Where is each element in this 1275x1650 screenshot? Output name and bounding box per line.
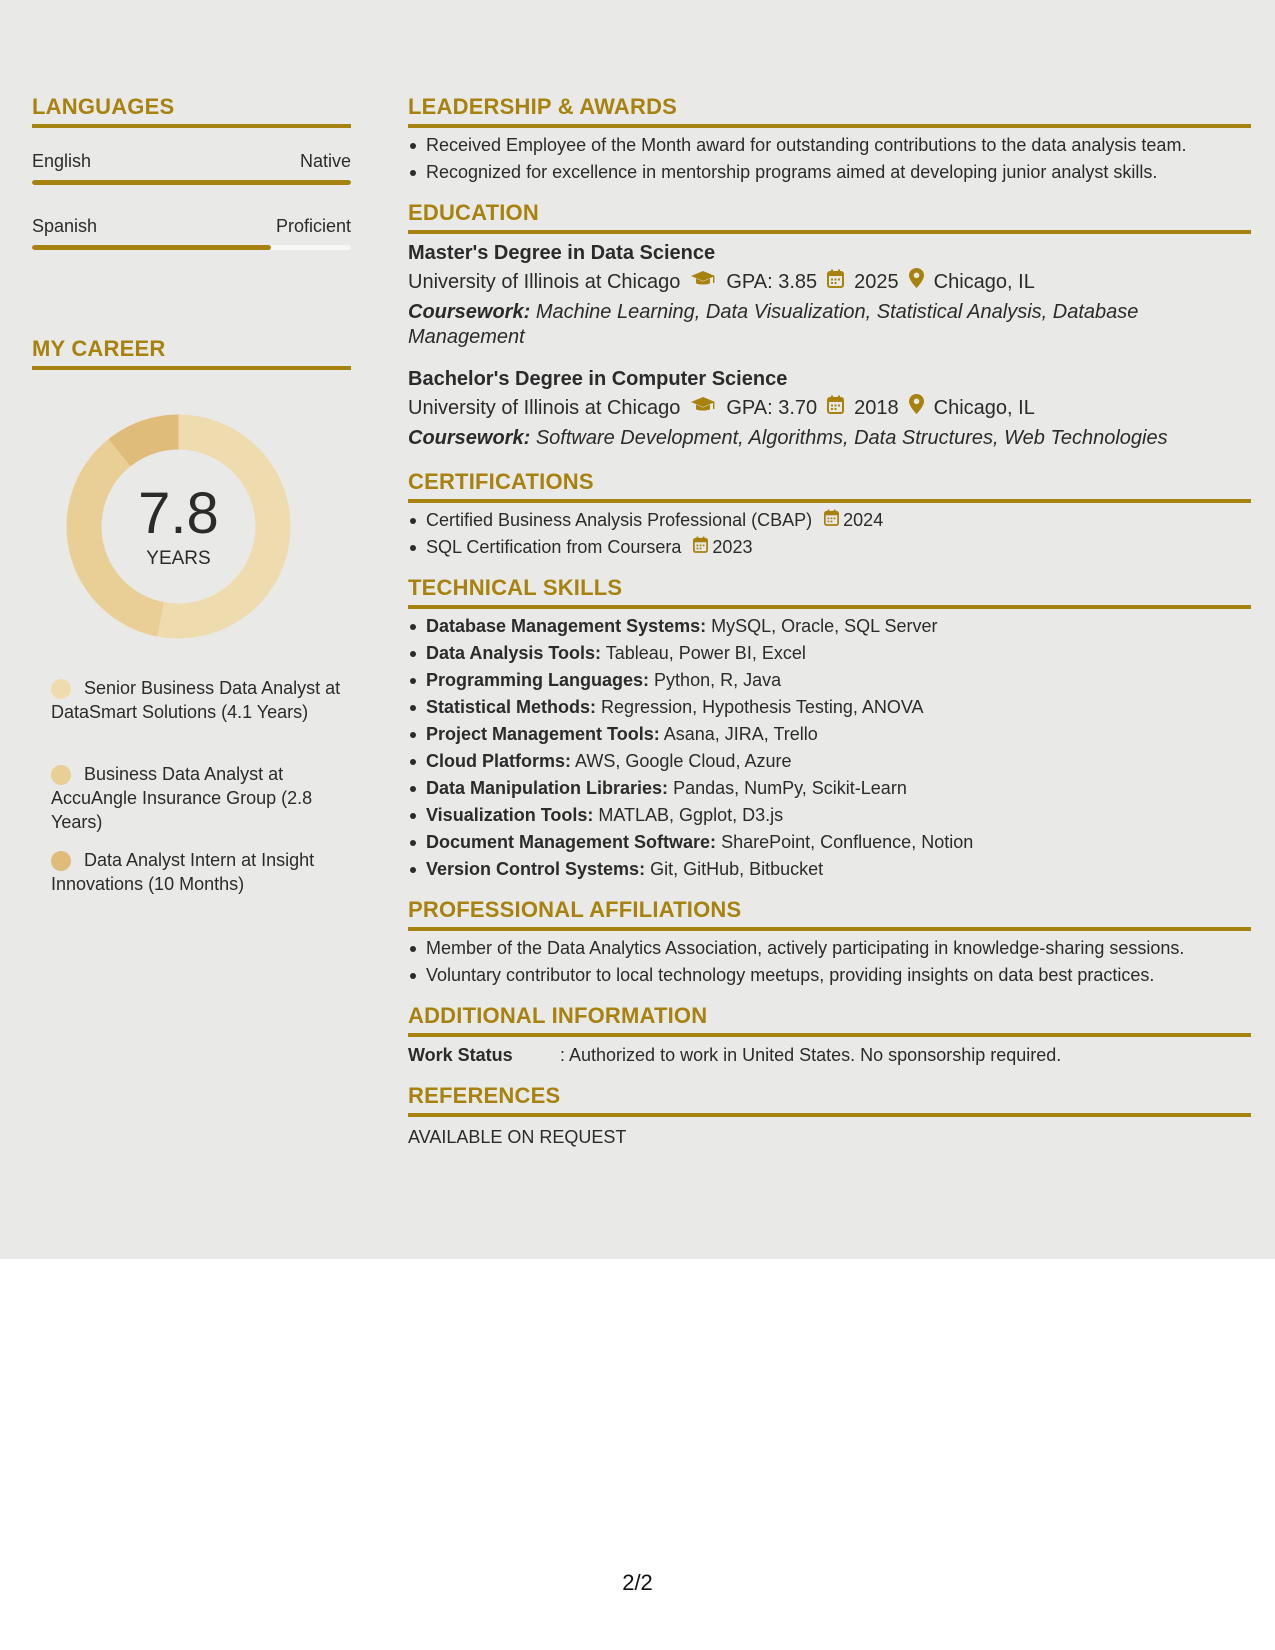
skill-values: Python, R, Java — [654, 670, 782, 690]
references-text: AVAILABLE ON REQUEST — [408, 1127, 627, 1147]
coursework-text: Machine Learning, Data Visualization, Statistical Analysis, Database Management — [408, 301, 1139, 348]
language-proficiency-fill — [32, 245, 271, 250]
legend-dot — [51, 765, 71, 785]
skill-values: Pandas, NumPy, Scikit-Learn — [673, 778, 907, 798]
skill-category: Data Analysis Tools: — [426, 643, 602, 663]
list-item: Recognized for excellence in mentorship programs aimed at developing junior analyst skills. — [408, 159, 1251, 186]
skill-category: Version Control Systems: — [426, 859, 646, 879]
career-legend-label: Business Data Analyst at AccuAngle Insurance Group (2.8 Years) — [51, 764, 313, 832]
skill-item — [408, 721, 1251, 748]
affiliations-section — [408, 897, 1251, 989]
certifications-section — [408, 469, 1251, 561]
references-section — [408, 1083, 1251, 1149]
section-divider — [408, 499, 1251, 503]
career-total-unit: YEARS — [146, 548, 211, 569]
skill-category: Data Manipulation Libraries: — [426, 778, 669, 798]
degree-title: Master's Degree in Data Science — [408, 242, 716, 264]
section-divider — [408, 1033, 1251, 1037]
skill-values: Tableau, Power BI, Excel — [605, 643, 806, 663]
coursework-text: Software Development, Algorithms, Data Structures, Web Technologies — [535, 427, 1168, 449]
school-location: Chicago, IL — [933, 271, 1035, 293]
list-item: Received Employee of the Month award for outstanding contributions to the data analysis team. — [408, 132, 1251, 159]
list-item: Member of the Data Analytics Association, actively participating in knowledge-sharing sessions. — [408, 935, 1251, 962]
gpa: GPA: 3.70 — [726, 397, 818, 419]
right-column — [408, 94, 1251, 1149]
certification-year: 2023 — [712, 537, 753, 557]
skill-item — [408, 856, 1251, 883]
education-entry — [408, 240, 1251, 350]
left-column — [32, 94, 351, 361]
section-divider — [32, 366, 351, 370]
section-title-career: MY CAREER — [32, 336, 166, 361]
career-section — [32, 336, 351, 370]
work-status-value: : Authorized to work in United States. No sponsorship required. — [560, 1045, 1062, 1065]
skill-values: Asana, JIRA, Trello — [663, 724, 818, 744]
language-proficiency-bar — [32, 180, 351, 185]
skill-values: MATLAB, Ggplot, D3.js — [598, 805, 784, 825]
section-divider — [408, 927, 1251, 931]
skill-category: Visualization Tools: — [426, 805, 594, 825]
graduation-cap-icon — [690, 268, 716, 296]
section-divider — [408, 605, 1251, 609]
school-name: University of Illinois at Chicago — [408, 271, 681, 293]
gpa: GPA: 3.85 — [726, 271, 818, 293]
section-title-skills: TECHNICAL SKILLS — [408, 575, 623, 600]
section-title-additional: ADDITIONAL INFORMATION — [408, 1003, 708, 1028]
graduation-year: 2025 — [854, 271, 899, 293]
leadership-section — [408, 94, 1251, 186]
language-level: Native — [299, 151, 351, 171]
list-item: Voluntary contributor to local technology meetups, providing insights on data best practices. — [408, 962, 1251, 989]
school-name: University of Illinois at Chicago — [408, 397, 681, 419]
section-divider — [408, 230, 1251, 234]
calendar-icon — [827, 394, 844, 422]
section-title-leadership: LEADERSHIP & AWARDS — [408, 94, 678, 119]
legend-dot — [51, 679, 71, 699]
skill-category: Programming Languages: — [426, 670, 650, 690]
skill-item — [408, 694, 1251, 721]
career-legend-item — [51, 762, 341, 834]
skill-category: Cloud Platforms: — [426, 751, 572, 771]
language-name: Spanish — [32, 216, 98, 236]
coursework-label: Coursework: — [408, 427, 531, 449]
skill-values: AWS, Google Cloud, Azure — [575, 751, 792, 771]
skill-item — [408, 802, 1251, 829]
section-title-references: REFERENCES — [408, 1083, 561, 1108]
work-status-row — [408, 1043, 1251, 1067]
coursework-label: Coursework: — [408, 301, 531, 323]
calendar-icon — [824, 507, 839, 534]
coursework — [408, 426, 1251, 451]
location-pin-icon — [909, 394, 924, 422]
career-legend-label: Senior Business Data Analyst at DataSmart Solutions (4.1 Years) — [51, 678, 341, 722]
career-donut-chart — [66, 414, 291, 639]
language-proficiency-fill — [32, 180, 351, 185]
location-pin-icon — [909, 268, 924, 296]
skill-item — [408, 748, 1251, 775]
career-legend-item — [51, 676, 341, 724]
career-legend-label: Data Analyst Intern at Insight Innovations (10 Months) — [51, 850, 315, 894]
section-title-languages: LANGUAGES — [32, 94, 175, 119]
language-name: English — [32, 151, 92, 171]
skill-item — [408, 667, 1251, 694]
graduation-year: 2018 — [854, 397, 899, 419]
page-number: 2/2 — [622, 1570, 653, 1595]
skill-category: Document Management Software: — [426, 832, 717, 852]
section-title-education: EDUCATION — [408, 200, 539, 225]
degree-title: Bachelor's Degree in Computer Science — [408, 368, 788, 390]
section-title-certifications: CERTIFICATIONS — [408, 469, 594, 494]
certification-name: Certified Business Analysis Professional (CBAP) — [426, 510, 813, 530]
skill-category: Statistical Methods: — [426, 697, 597, 717]
certification-year: 2024 — [843, 510, 884, 530]
certification-item — [408, 507, 1251, 534]
skill-category: Database Management Systems: — [426, 616, 707, 636]
language-level: Proficient — [275, 216, 351, 236]
section-divider — [408, 124, 1251, 128]
language-proficiency-bar — [32, 245, 351, 250]
skill-values: Regression, Hypothesis Testing, ANOVA — [601, 697, 924, 717]
calendar-icon — [827, 268, 844, 296]
skill-item — [408, 640, 1251, 667]
skill-item — [408, 829, 1251, 856]
language-item-english — [32, 150, 351, 185]
certification-name: SQL Certification from Coursera — [426, 537, 682, 557]
skill-values: SharePoint, Confluence, Notion — [721, 832, 974, 852]
school-location: Chicago, IL — [933, 397, 1035, 419]
career-total-years: 7.8 — [138, 481, 219, 546]
work-status-label: Work Status — [408, 1045, 513, 1065]
coursework — [408, 300, 1251, 350]
education-entry — [408, 366, 1251, 451]
section-title-affiliations: PROFESSIONAL AFFILIATIONS — [408, 897, 742, 922]
career-legend-item — [51, 848, 341, 896]
education-section — [408, 200, 1251, 451]
certification-item — [408, 534, 1251, 561]
skill-category: Project Management Tools: — [426, 724, 660, 744]
languages-section — [32, 94, 351, 250]
graduation-cap-icon — [690, 394, 716, 422]
skill-values: MySQL, Oracle, SQL Server — [711, 616, 938, 636]
language-item-spanish — [32, 215, 351, 250]
skill-values: Git, GitHub, Bitbucket — [650, 859, 824, 879]
legend-dot — [51, 851, 71, 871]
section-divider — [408, 1113, 1251, 1117]
calendar-icon — [693, 534, 708, 561]
skills-section — [408, 575, 1251, 883]
section-divider — [32, 124, 351, 128]
additional-info-section — [408, 1003, 1251, 1067]
skill-item — [408, 613, 1251, 640]
skill-item — [408, 775, 1251, 802]
